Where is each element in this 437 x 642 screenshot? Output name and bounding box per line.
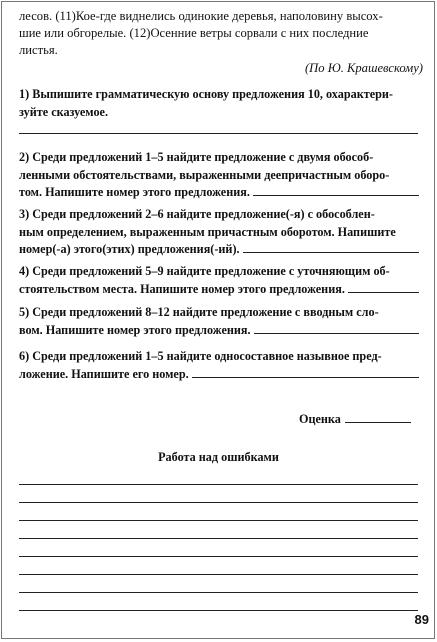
answer-line-2[interactable] xyxy=(253,184,419,196)
question-line: 6) Среди предложений 1–5 найдите односоставное назывное пред- xyxy=(19,349,382,363)
question-line: стоятельством места. Напишите номер этого предложения. xyxy=(19,281,345,296)
text-line: листья. xyxy=(19,43,58,57)
page-number: 89 xyxy=(414,612,429,627)
question-line: 2) Среди предложений 1–5 найдите предложение с двумя обособ- xyxy=(19,150,374,164)
text-line: шие или обгорелые. (12)Осенние ветры сорвали с них последние xyxy=(19,26,369,40)
errors-line[interactable] xyxy=(19,574,418,575)
question-line: 5) Среди предложений 8–12 найдите предложение с вводным сло- xyxy=(19,305,379,319)
source-attribution: (По Ю. Крашевскому) xyxy=(304,61,423,75)
question-line: вом. Напишите номер этого предложения. xyxy=(19,322,251,337)
question-line: зуйте сказуемое. xyxy=(19,104,109,119)
text-fragment xyxy=(19,8,423,59)
answer-line-1[interactable] xyxy=(19,133,418,134)
question-3 xyxy=(19,206,423,259)
answer-line-3[interactable] xyxy=(243,241,419,253)
answer-line-6[interactable] xyxy=(192,366,419,378)
errors-line[interactable] xyxy=(19,610,418,611)
question-line: том. Напишите номер этого предложения. xyxy=(19,185,250,199)
question-6 xyxy=(19,348,423,383)
grade-field[interactable] xyxy=(345,411,411,423)
errors-line[interactable] xyxy=(19,538,418,539)
question-line: 4) Среди предложений 5–9 найдите предложение с уточняющим об- xyxy=(19,264,390,278)
grade-label: Оценка xyxy=(299,412,341,426)
question-1 xyxy=(19,86,423,121)
question-line: ленными обстоятельствами, выраженными деепричастным оборо- xyxy=(19,167,390,182)
errors-line[interactable] xyxy=(19,556,418,557)
errors-line[interactable] xyxy=(19,592,418,593)
errors-line[interactable] xyxy=(19,502,418,503)
question-5 xyxy=(19,304,423,339)
answer-line-5[interactable] xyxy=(254,322,419,334)
question-2 xyxy=(19,149,423,202)
answer-line-4[interactable] xyxy=(348,281,419,293)
errors-line[interactable] xyxy=(19,484,418,485)
question-line: ложение. Напишите его номер. xyxy=(19,366,189,381)
errors-line[interactable] xyxy=(19,520,418,521)
errors-title: Работа над ошибками xyxy=(158,450,279,464)
question-line: 1) Выпишите грамматическую основу предложения 10, охарактери- xyxy=(19,87,393,101)
question-line: номер(-а) этого(этих) предложения(-ий). xyxy=(19,242,240,256)
question-4 xyxy=(19,263,423,298)
question-line: 3) Среди предложений 2–6 найдите предложение(-я) с обособлен- xyxy=(19,207,375,221)
text-line: лесов. (11)Кое-где виднелись одинокие деревья, наполовину высох- xyxy=(19,9,383,23)
question-line: ным определением, выраженным причастным оборотом. Напишите xyxy=(19,224,396,239)
grade-block xyxy=(299,411,411,429)
